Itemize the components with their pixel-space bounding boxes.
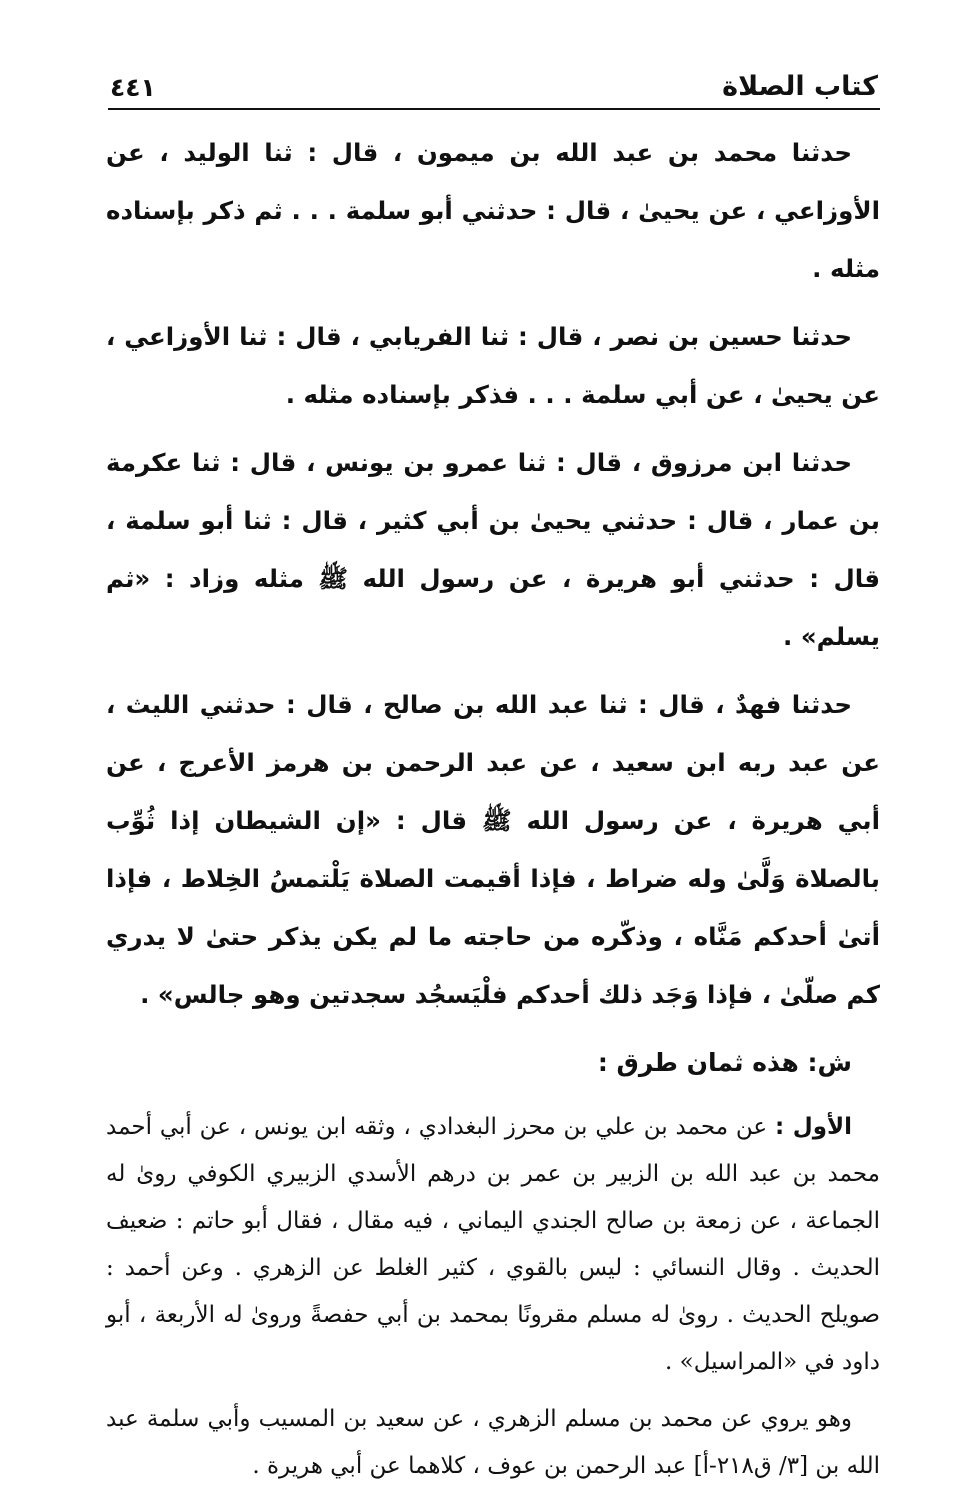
header-rule — [108, 108, 880, 110]
page-header — [110, 58, 878, 102]
page-number: ٤٤١ — [110, 73, 156, 102]
section-heading: ش: هذه ثمان طرق : — [597, 1048, 852, 1077]
hadith-paragraph-4: حدثنا فهدٌ ، قال : ثنا عبد الله بن صالح ، قال : حدثني الليث ، عن عبد ربه ابن سعيد ، عن عبد الرحمن بن هرمز الأعرج ، عن أبي هريرة ، عن رسول الله ﷺ قال : «إن الشيطان إذا ثُوِّب بالصلاة وَلَّىٰ وله ضراط ، فإذا أقيمت الصلاة يَلْتمسُ الخِلاط ، فإذا أتىٰ أحدكم مَنَّاه ، وذكّره من حاجته ما لم يكن يذكر حتىٰ لا يدري كم صلّىٰ ، فإذا وَجَد ذلك أحدكم فلْيَسجُد سجدتين وهو جالس» . — [106, 690, 880, 1009]
commentary-lead: الأول : — [774, 1114, 853, 1140]
commentary-paragraph-2: وهو يروي عن محمد بن مسلم الزهري ، عن سعيد بن المسيب وأبي سلمة عبد الله بن [٣/ ق٢١٨-أ] عبد الرحمن بن عوف ، كلاهما عن أبي هريرة . — [106, 1406, 880, 1479]
hadith-paragraph-3: حدثنا ابن مرزوق ، قال : ثنا عمرو بن يونس ، قال : ثنا عكرمة بن عمار ، قال : حدثني يحيىٰ بن أبي كثير ، قال : ثنا أبو سلمة ، قال : حدثني أبو هريرة ، عن رسول الله ﷺ مثله وزاد : «ثم يسلم» . — [106, 448, 880, 651]
running-title: كتاب الصلاة — [722, 71, 878, 102]
hadith-paragraph-2: حدثنا حسين بن نصر ، قال : ثنا الفريابي ، قال : ثنا الأوزاعي ، عن يحيىٰ ، عن أبي سلمة . . . فذكر بإسناده مثله . — [106, 322, 880, 409]
commentary-paragraph-1 — [106, 1104, 880, 1386]
commentary-text-1: عن محمد بن علي بن محرز البغدادي ، وثقه ابن يونس ، عن أبي أحمد محمد بن عبد الله بن الزبير بن عمر بن درهم الأسدي الزبيري الكوفي روىٰ له الجماعة ، عن زمعة بن صالح الجندي اليماني ، فيه مقال ، فقال أبو حاتم : ضعيف الحديث . وقال النسائي : ليس بالقوي ، كثير الغلط عن الزهري . وعن أحمد : صويلح الحديث . روىٰ له مسلم مقرونًا بمحمد بن أبي حفصةً وروىٰ له الأربعة ، أبو داود في «المراسيل» . — [106, 1114, 880, 1375]
page-body — [106, 124, 880, 1500]
hadith-paragraph-1: حدثنا محمد بن عبد الله بن ميمون ، قال : ثنا الوليد ، عن الأوزاعي ، عن يحيىٰ ، قال : حدثني أبو سلمة . . . ثم ذكر بإسناده مثله . — [106, 138, 880, 283]
